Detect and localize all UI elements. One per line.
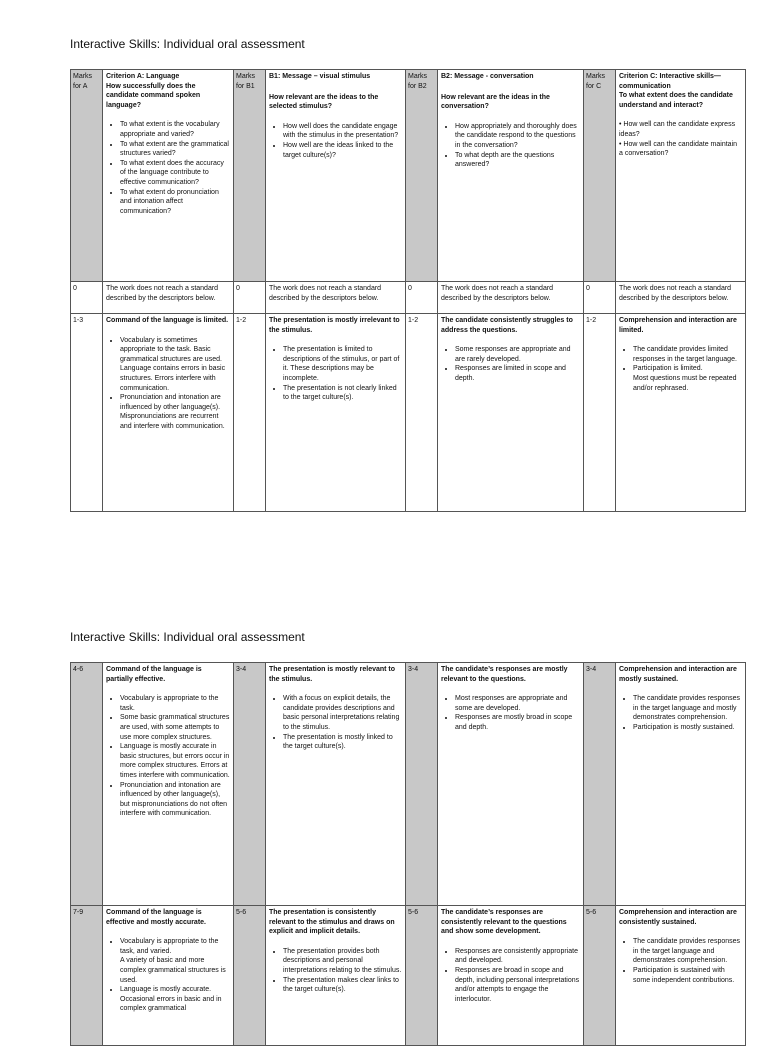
descriptor-cell [616,314,746,512]
descriptor-cell [438,663,584,906]
criterion-b2-header [438,70,584,282]
band-title: The presentation is mostly irrelevant to the stimulus. [269,317,400,334]
descriptor-cell [266,314,406,512]
table-row [71,663,746,906]
list-item [120,937,230,985]
criterion-note: • How well can the candidate express ideas? [619,121,736,138]
criterion-bullets [269,122,402,160]
band-title: Comprehension and interaction are mostly sustained. [619,666,737,683]
descriptor-cell: The work does not reach a standard described by the descriptors below. [616,282,746,314]
list-item [120,336,230,394]
list-item: • Responses are consistently appropriate and developed. [455,947,580,966]
descriptor-cell [103,906,234,1046]
descriptor-cell [438,314,584,512]
marks-cell: 3-4 [584,663,616,906]
marks-cell: 1-3 [71,314,103,512]
rubric-table-part2 [70,662,746,1046]
descriptor-cell [438,906,584,1046]
list-item: • Pronunciation and intonation are influenced by other language(s), but mispronunciations do not often interfere with communication. [120,781,230,819]
descriptor-cell [103,663,234,906]
marks-cell: 4-6 [71,663,103,906]
criterion-title: B1: Message – visual stimulus [269,73,371,80]
marks-cell: 1-2 [234,314,266,512]
descriptor-bullets [269,345,402,403]
descriptor-cell [266,663,406,906]
descriptor-bullets [106,937,230,1014]
marks-cell: 1-2 [406,314,438,512]
marks-cell: 0 [71,282,103,314]
rubric-table-part1 [70,69,746,512]
band-title: Command of the language is effective and mostly accurate. [106,909,206,926]
list-item-text: Pronunciation and intonation are influenced by other language(s). [120,394,221,411]
list-item [633,364,742,393]
marks-cell: 3-4 [234,663,266,906]
list-item: • With a focus on explicit details, the candidate provides descriptions and basic personal interpretations relating to the stimulus. [283,694,402,732]
list-item-text: A variety of basic and more complex grammatical structures is used. [120,957,226,984]
band-title: Command of the language is limited. [106,317,229,324]
criterion-c-header [616,70,746,282]
criterion-b1-header [266,70,406,282]
list-item: • To what extent is the vocabulary appropriate and varied? [120,120,230,139]
list-item: • The presentation is not clearly linked to the target culture(s). [283,384,402,403]
band-title: Comprehension and interaction are consistently sustained. [619,909,737,926]
band-title: The presentation is mostly relevant to the stimulus. [269,666,396,683]
list-item: • The presentation is limited to descriptions of the stimulus, or part of it. These descriptions may be incomplete. [283,345,402,383]
descriptor-bullets [269,694,402,752]
list-item: • Some responses are appropriate and are rarely developed. [455,345,580,364]
band-title: The candidate’s responses are mostly relevant to the questions. [441,666,568,683]
criterion-note: • How well can the candidate maintain a conversation? [619,140,738,158]
list-item: • Most responses are appropriate and some are developed. [455,694,580,713]
band-title: The candidate consistently struggles to address the questions. [441,317,573,334]
list-item: • To what extent are the grammatical structures varied? [120,140,230,159]
band-title: Comprehension and interaction are limited. [619,317,737,334]
criterion-question: How successfully does the candidate command spoken language? [106,82,201,109]
criterion-question: How relevant are the ideas to the selected stimulus? [269,93,379,111]
descriptor-bullets [106,336,230,432]
marks-cell: 0 [234,282,266,314]
page-title: Interactive Skills: Individual oral assessment [70,630,305,644]
marks-header-c: Marks for C [584,70,616,282]
list-item: • How well does the candidate engage with the stimulus in the presentation? [283,122,402,141]
marks-cell: 5-6 [584,906,616,1046]
list-item: • Responses are limited in scope and depth. [455,364,580,383]
list-item: • Responses are mostly broad in scope and depth. [455,713,580,732]
criterion-title: B2: Message - conversation [441,73,534,80]
descriptor-cell [616,906,746,1046]
list-item: • How appropriately and thoroughly does the candidate respond to the questions in the conversation? [455,122,580,151]
list-item: • The candidate provides responses in the target language and demonstrates comprehension. [633,937,742,966]
table-row [71,314,746,512]
marks-header-a: Marks for A [71,70,103,282]
list-item-text: Vocabulary is sometimes appropriate to the task. Basic grammatical structures are used. [120,336,222,363]
criterion-title: Criterion C: Interactive skills—communication [619,73,721,90]
list-item: • To what depth are the questions answered? [455,151,580,170]
descriptor-cell [103,314,234,512]
marks-cell: 3-4 [406,663,438,906]
list-item: • The candidate provides responses in the target language and mostly demonstrates comprehension. [633,694,742,723]
descriptor-bullets [619,694,742,732]
list-item [120,393,230,431]
list-item-text: Participation is limited. [633,365,703,373]
descriptor-bullets [441,947,580,1005]
marks-cell: 0 [584,282,616,314]
list-item: • Language is mostly accurate in basic structures, but errors occur in more complex structures. Errors at times interfere with communication. [120,742,230,780]
descriptor-bullets [441,345,580,383]
list-item: • Some basic grammatical structures are used, with some attempts to use more complex structures. [120,713,230,742]
descriptor-cell: The work does not reach a standard described by the descriptors below. [266,282,406,314]
list-item: • Language is mostly accurate. Occasional errors in basic and in complex grammatical [120,985,230,1014]
list-item-text: Vocabulary is appropriate to the task, and varied. [120,938,219,955]
page-title: Interactive Skills: Individual oral assessment [70,37,305,51]
descriptor-bullets [441,694,580,732]
marks-cell: 0 [406,282,438,314]
criterion-a-header [103,70,234,282]
table-row [71,282,746,314]
list-item: • To what extent does the accuracy of the language contribute to effective communication? [120,159,230,188]
list-item: • To what extent do pronunciation and intonation affect communication? [120,188,230,217]
descriptor-bullets [619,937,742,985]
marks-header-b2: Marks for B2 [406,70,438,282]
list-item: • Participation is mostly sustained. [633,723,742,733]
marks-cell: 1-2 [584,314,616,512]
list-item: • The presentation makes clear links to the target culture(s). [283,976,402,995]
descriptor-cell: The work does not reach a standard described by the descriptors below. [103,282,234,314]
criterion-question: To what extent does the candidate understand and interact? [619,92,733,109]
band-title: The presentation is consistently relevant to the stimulus and draws on explicit and implicit details. [269,909,395,936]
criterion-question: How relevant are the ideas in the conversation? [441,93,550,111]
marks-cell: 7-9 [71,906,103,1046]
list-item-text: Language contains errors in basic structures. Errors interfere with communication. [120,365,226,392]
list-item: • The presentation provides both descriptions and personal interpretations relating to the stimulus. [283,947,402,976]
table-row [71,906,746,1046]
band-title: The candidate’s responses are consistently relevant to the questions and show some development. [441,909,567,936]
list-item-text: Mispronunciations are recurrent and interfere with communication. [120,413,225,430]
marks-cell: 5-6 [234,906,266,1046]
list-item: • The presentation is mostly linked to the target culture(s). [283,733,402,752]
descriptor-bullets [106,694,230,819]
list-item-text: Most questions must be repeated and/or rephrased. [633,374,737,392]
list-item: • Vocabulary is appropriate to the task. [120,694,230,713]
criterion-bullets [441,122,580,170]
criterion-title: Criterion A: Language [106,73,180,80]
header-row [71,70,746,282]
descriptor-cell: The work does not reach a standard described by the descriptors below. [438,282,584,314]
band-title: Command of the language is partially effective. [106,666,202,683]
list-item: • Participation is sustained with some independent contributions. [633,966,742,985]
descriptor-bullets [269,947,402,995]
criterion-bullets [106,120,230,216]
list-item: • The candidate provides limited responses in the target language. [633,345,742,364]
descriptor-bullets [619,345,742,393]
descriptor-cell [266,906,406,1046]
marks-header-b1: Marks for B1 [234,70,266,282]
list-item: • Responses are broad in scope and depth, including personal interpretations and/or attempts to engage the interlocutor. [455,966,580,1004]
marks-cell: 5-6 [406,906,438,1046]
descriptor-cell [616,663,746,906]
list-item: • How well are the ideas linked to the target culture(s)? [283,141,402,160]
